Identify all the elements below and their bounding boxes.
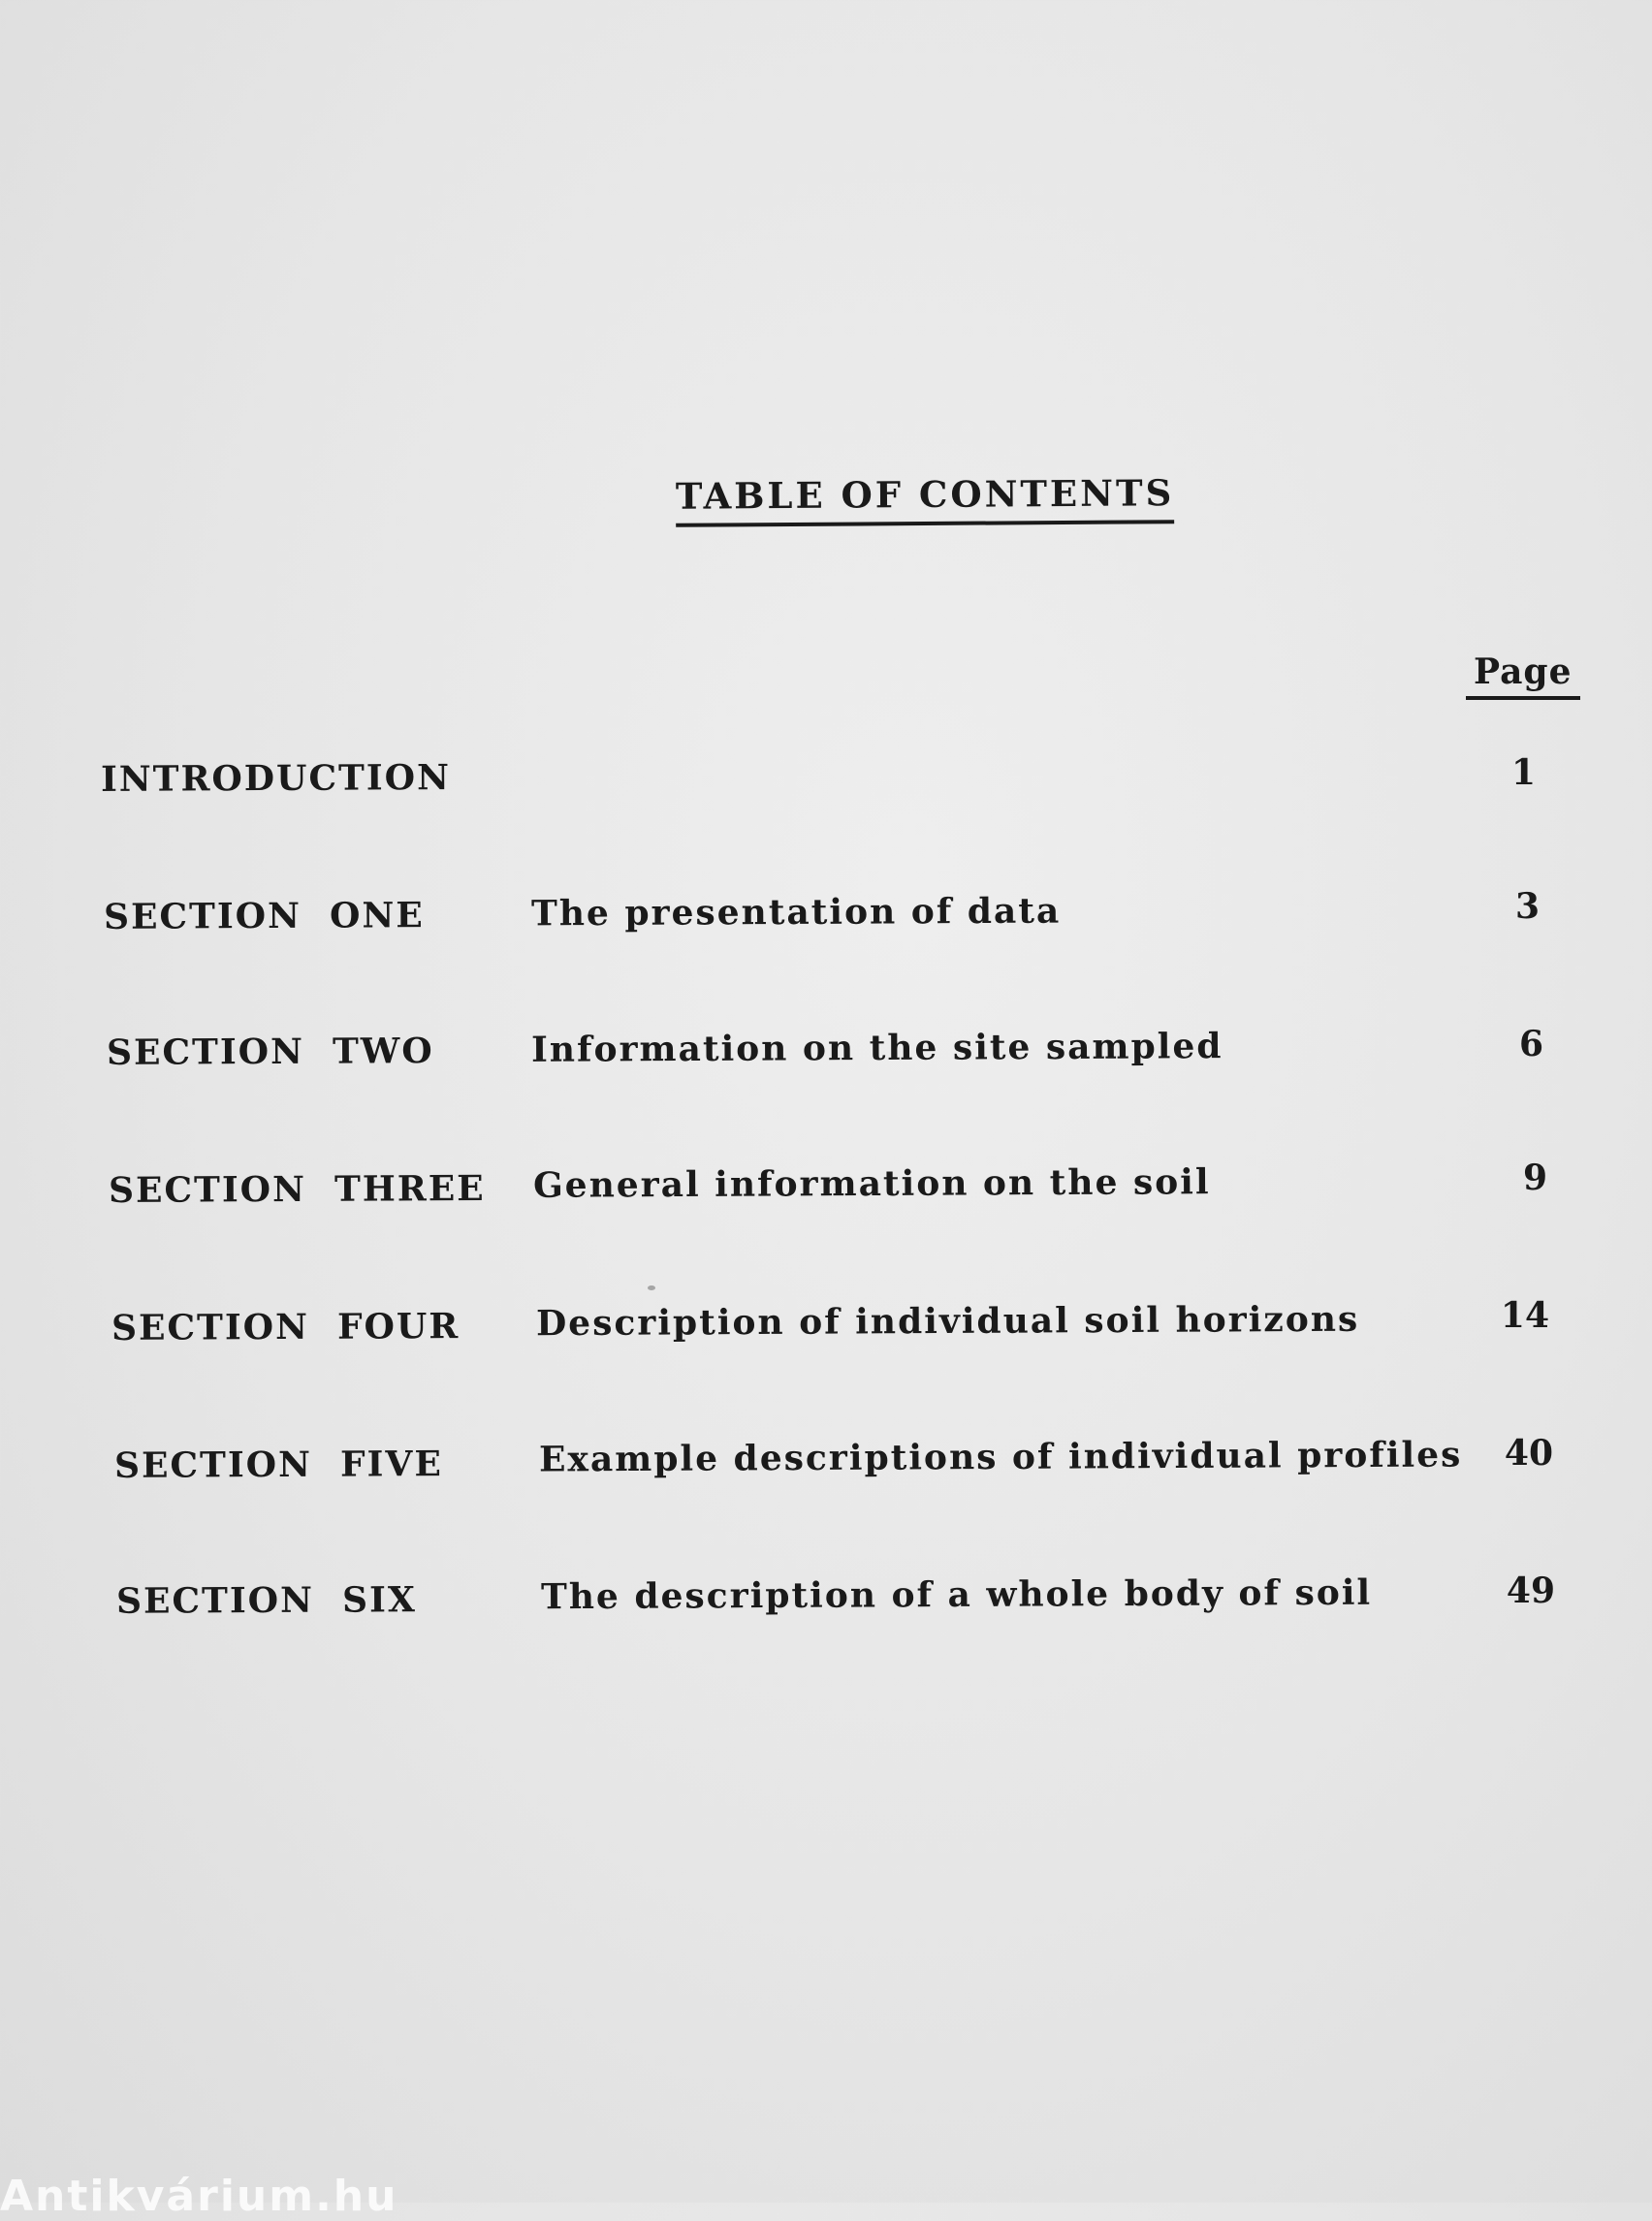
paper-speck <box>648 1285 655 1290</box>
toc-entry-page: 9 <box>1522 1158 1547 1198</box>
toc-entry-label: SECTION FIVE <box>113 1444 443 1486</box>
toc-entry-page: 6 <box>1518 1024 1543 1064</box>
toc-title: TABLE OF CONTENTS <box>676 471 1175 527</box>
toc-entry-label: SECTION TWO <box>106 1031 434 1073</box>
toc-entry-description: Description of individual soil horizons <box>535 1298 1360 1345</box>
page-column-header: Page <box>1466 651 1580 700</box>
toc-entry-label: SECTION FOUR <box>111 1306 461 1348</box>
toc-entry-description: The description of a whole body of soil <box>540 1571 1373 1618</box>
toc-entry-page: 1 <box>1510 752 1536 793</box>
toc-entry-label: SECTION ONE <box>103 895 425 937</box>
toc-entry-description: Information on the site sampled <box>530 1026 1223 1070</box>
toc-entry-label: SECTION THREE <box>108 1167 486 1212</box>
toc-entry-description: The presentation of data <box>530 890 1062 935</box>
toc-entry-description: Example descriptions of individual profiles <box>538 1434 1463 1480</box>
toc-entry-page: 40 <box>1504 1433 1553 1474</box>
watermark: Antikvárium.hu <box>0 2172 398 2221</box>
toc-entry-label: INTRODUCTION <box>100 757 452 800</box>
toc-entry-description: General information on the soil <box>532 1161 1211 1206</box>
toc-entry-page: 49 <box>1506 1571 1555 1611</box>
toc-entry-label: SECTION SIX <box>115 1579 417 1622</box>
toc-entry-page: 3 <box>1514 886 1540 927</box>
toc-entry-page: 14 <box>1500 1295 1549 1336</box>
